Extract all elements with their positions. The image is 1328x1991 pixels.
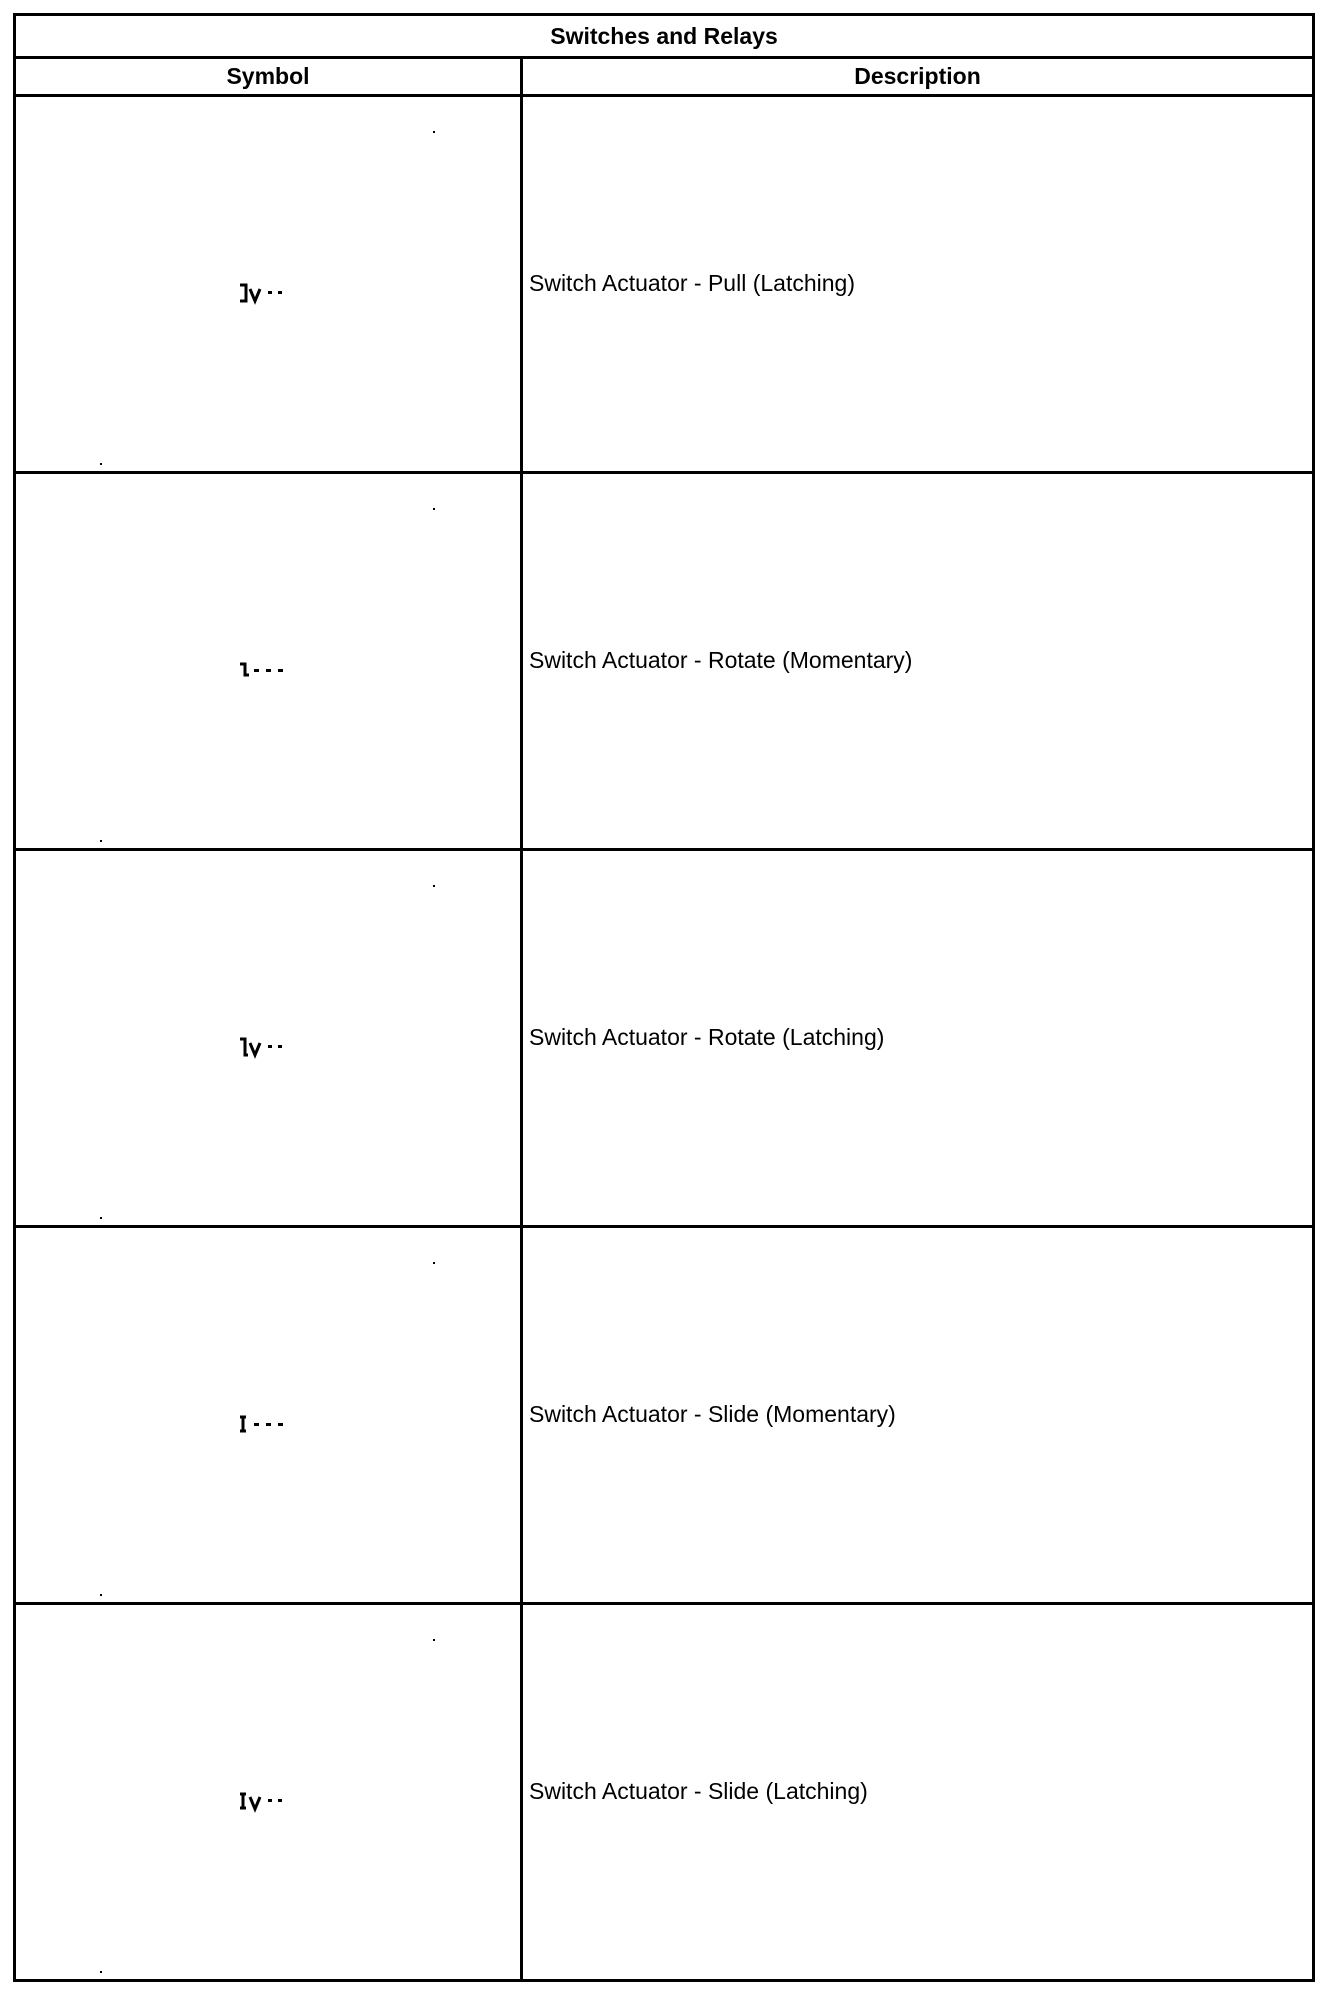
title-row — [15, 15, 1314, 58]
column-header-description: Description — [522, 58, 1314, 96]
switch-actuator-slide-momentary-icon — [238, 1412, 302, 1436]
row-description: Switch Actuator - Rotate (Latching) — [529, 1024, 885, 1050]
table-row — [15, 850, 1314, 1227]
table-row — [15, 96, 1314, 473]
switch-actuator-rotate-latching-icon — [238, 1035, 302, 1059]
row-description: Switch Actuator - Rotate (Momentary) — [529, 647, 913, 673]
description-cell — [522, 1604, 1314, 1981]
symbol-cell — [15, 1604, 522, 1981]
description-cell — [522, 96, 1314, 473]
description-cell — [522, 850, 1314, 1227]
symbol-cell — [15, 1227, 522, 1604]
scan-speck — [100, 840, 102, 842]
scan-speck — [100, 1217, 102, 1219]
description-cell — [522, 1227, 1314, 1604]
switch-actuator-pull-latching-icon — [238, 281, 302, 305]
symbol-cell — [15, 96, 522, 473]
description-cell — [522, 473, 1314, 850]
switch-actuator-slide-latching-icon — [238, 1789, 302, 1813]
scan-speck — [100, 463, 102, 465]
switch-actuator-rotate-momentary-icon — [238, 658, 302, 682]
table-row — [15, 1227, 1314, 1604]
row-description: Switch Actuator - Slide (Momentary) — [529, 1401, 896, 1427]
scan-speck — [433, 131, 435, 133]
scan-speck — [433, 1262, 435, 1264]
scan-speck — [100, 1971, 102, 1973]
table-row — [15, 473, 1314, 850]
table-title: Switches and Relays — [15, 15, 1314, 58]
table-row — [15, 1604, 1314, 1981]
column-header-symbol: Symbol — [15, 58, 522, 96]
symbol-cell — [15, 473, 522, 850]
header-row — [15, 58, 1314, 96]
symbol-legend-table — [13, 13, 1315, 1982]
row-description: Switch Actuator - Pull (Latching) — [529, 270, 855, 296]
row-description: Switch Actuator - Slide (Latching) — [529, 1778, 868, 1804]
scan-speck — [100, 1594, 102, 1596]
scan-speck — [433, 1639, 435, 1641]
symbol-cell — [15, 850, 522, 1227]
legend-sheet — [13, 13, 1312, 1991]
scan-speck — [433, 885, 435, 887]
scan-speck — [433, 508, 435, 510]
